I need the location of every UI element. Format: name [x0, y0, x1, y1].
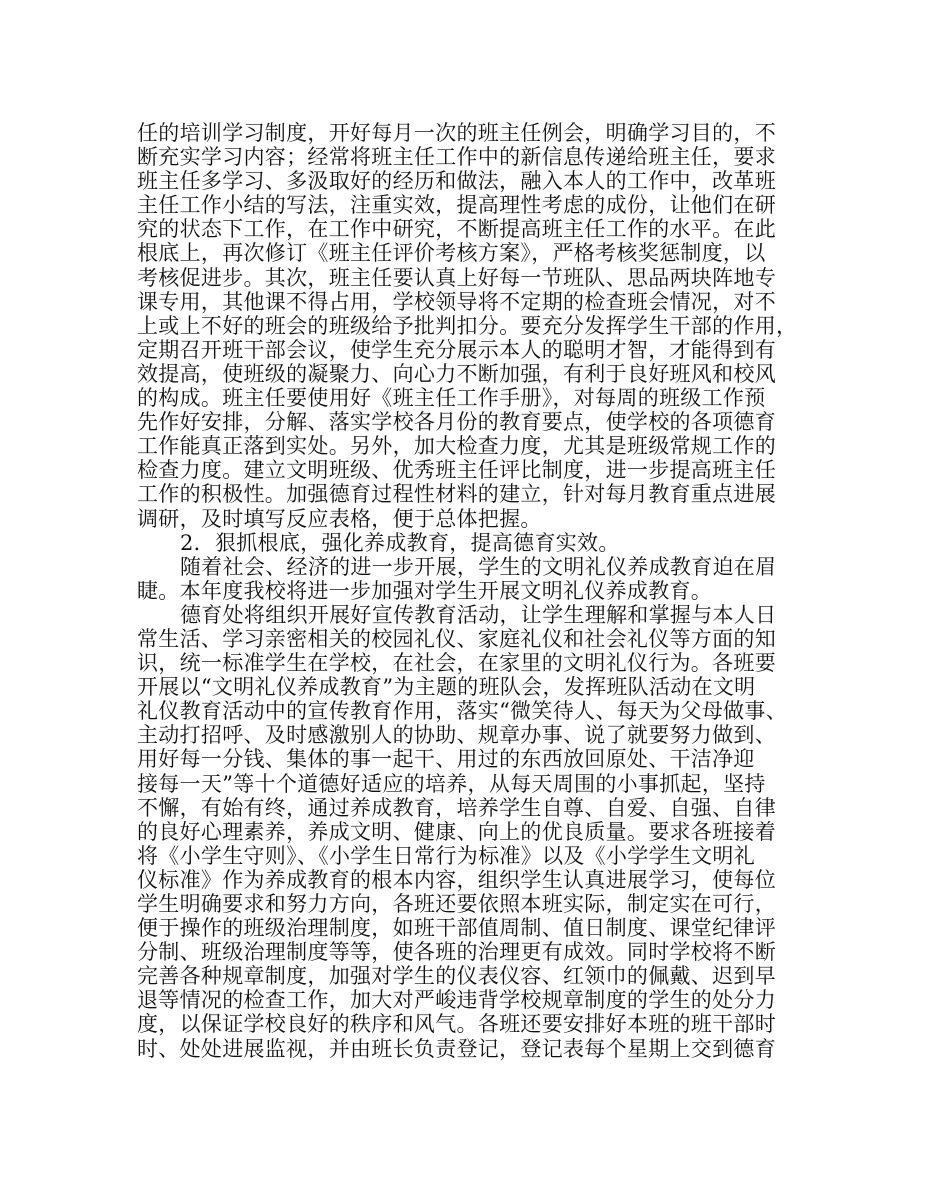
text-line: 工作能真正落到实处。另外，加大检查力度，尤其是班级常规工作的: [137, 434, 776, 459]
text-line: 检查力度。建立文明班级、优秀班主任评比制度，进一步提高班主任: [137, 458, 776, 483]
text-line: 将《小学生守则》、《小学生日常行为标准》以及《小学学生文明礼: [137, 843, 755, 868]
text-line: 随着社会、经济的进一步开展，学生的文明礼仪养成教育迫在眉: [180, 554, 777, 579]
text-line: 用好每一分钱、集体的事一起干、用过的东西放回原处、干洁净迎: [137, 747, 755, 772]
text-line: 不懈，有始有终，通过养成教育，培养学生自尊、自爱、自强、自律: [137, 795, 776, 820]
text-line: 任的培训学习制度，开好每月一次的班主任例会，明确学习目的，不: [137, 121, 776, 145]
text-line: 德育处将组织开展好宣传教育活动，让学生理解和掌握与本人日: [180, 602, 777, 627]
text-line: 完善各种规章制度，加强对学生的仪表仪容、红领巾的佩戴、迟到早: [137, 964, 776, 989]
text-line: 礼仪教育活动中的宣传教育作用，落实“微笑待人、每天为父母做事、: [137, 699, 788, 724]
text-line: 的良好心理素养，养成文明、健康、向上的优良质量。要求各班接着: [137, 819, 776, 844]
text-line: 考核促进步。其次，班主任要认真上好每一节班队、思品两块阵地专: [137, 265, 776, 290]
text-line: 工作的积极性。加强德育过程性材料的建立，针对每月教育重点进展: [137, 482, 776, 507]
text-line: 班主任多学习、多汲取好的经历和做法，融入本人的工作中，改革班: [137, 169, 776, 194]
text-line: 仪标准》作为养成教育的根本内容，组织学生认真进展学习，使每位: [137, 867, 776, 892]
text-line: 2．狠抓根底，强化养成教育，提高德育实效。: [180, 530, 620, 555]
text-line: 识，统一标准学生在学校，在社会，在家里的文明礼仪行为。各班要: [137, 651, 776, 676]
text-line: 定期召开班干部会议，使学生充分展示本人的聪明才智，才能得到有: [137, 337, 776, 362]
text-line: 接每一天”等十个道德好适应的培养，从每天周围的小事抓起，坚持: [137, 771, 766, 796]
text-line: 调研，及时填写反应表格，便于总体把握。: [137, 506, 542, 531]
text-line: 常生活、学习亲密相关的校园礼仪、家庭礼仪和社会礼仪等方面的知: [137, 626, 776, 651]
text-line: 学生明确要求和努力方向，各班还要依照本班实际，制定实在可行，: [137, 892, 776, 916]
text-line: 开展以“文明礼仪养成教育”为主题的班队会，发挥班队活动在文明: [137, 675, 756, 700]
text-line: 主动打招呼、及时感激别人的协助、规章办事、说了就要努力做到、: [137, 723, 776, 748]
text-line: 退等情况的检查工作，加大对严峻违背学校规章制度的学生的处分力: [137, 988, 776, 1013]
text-line: 主任工作小结的写法，注重实效，提高理性考虑的成份，让他们在研: [137, 193, 776, 218]
text-line: 分制、班级治理制度等等，使各班的治理更有成效。同时学校将不断: [137, 940, 776, 965]
text-line: 睫。本年度我校将进一步加强对学生开展文明礼仪养成教育。: [137, 578, 713, 603]
text-line: 度，以保证学校良好的秩序和风气。各班还要安排好本班的班干部时: [137, 1012, 776, 1037]
text-line: 究的状态下工作，在工作中研究，不断提高班主任工作的水平。在此: [137, 217, 776, 242]
document-body: [137, 121, 817, 1061]
text-line: 课专用，其他课不得占用，学校领导将不定期的检查班会情况，对不: [137, 289, 776, 314]
text-line: 便于操作的班级治理制度，如班干部值周制、值日制度、课堂纪律评: [137, 916, 776, 941]
text-line: 根底上，再次修订《班主任评价考核方案》，严格考核奖惩制度，以: [137, 241, 766, 266]
text-line: 断充实学习内容；经常将班主任工作中的新信息传递给班主任，要求: [137, 145, 776, 170]
text-line: 效提高，使班级的凝聚力、向心力不断加强，有利于良好班风和校风: [137, 361, 776, 386]
text-line: 先作好安排，分解、落实学校各月份的教育要点，使学校的各项德育: [137, 410, 776, 435]
text-line: 时、处处进展监视，并由班长负责登记，登记表每个星期上交到德育: [137, 1036, 776, 1061]
text-line: 上或上不好的班会的班级给予批判扣分。要充分发挥学生干部的作用，: [137, 313, 798, 338]
text-line: 的构成。班主任要使用好《班主任工作手册》，对每周的班级工作预: [137, 386, 766, 411]
